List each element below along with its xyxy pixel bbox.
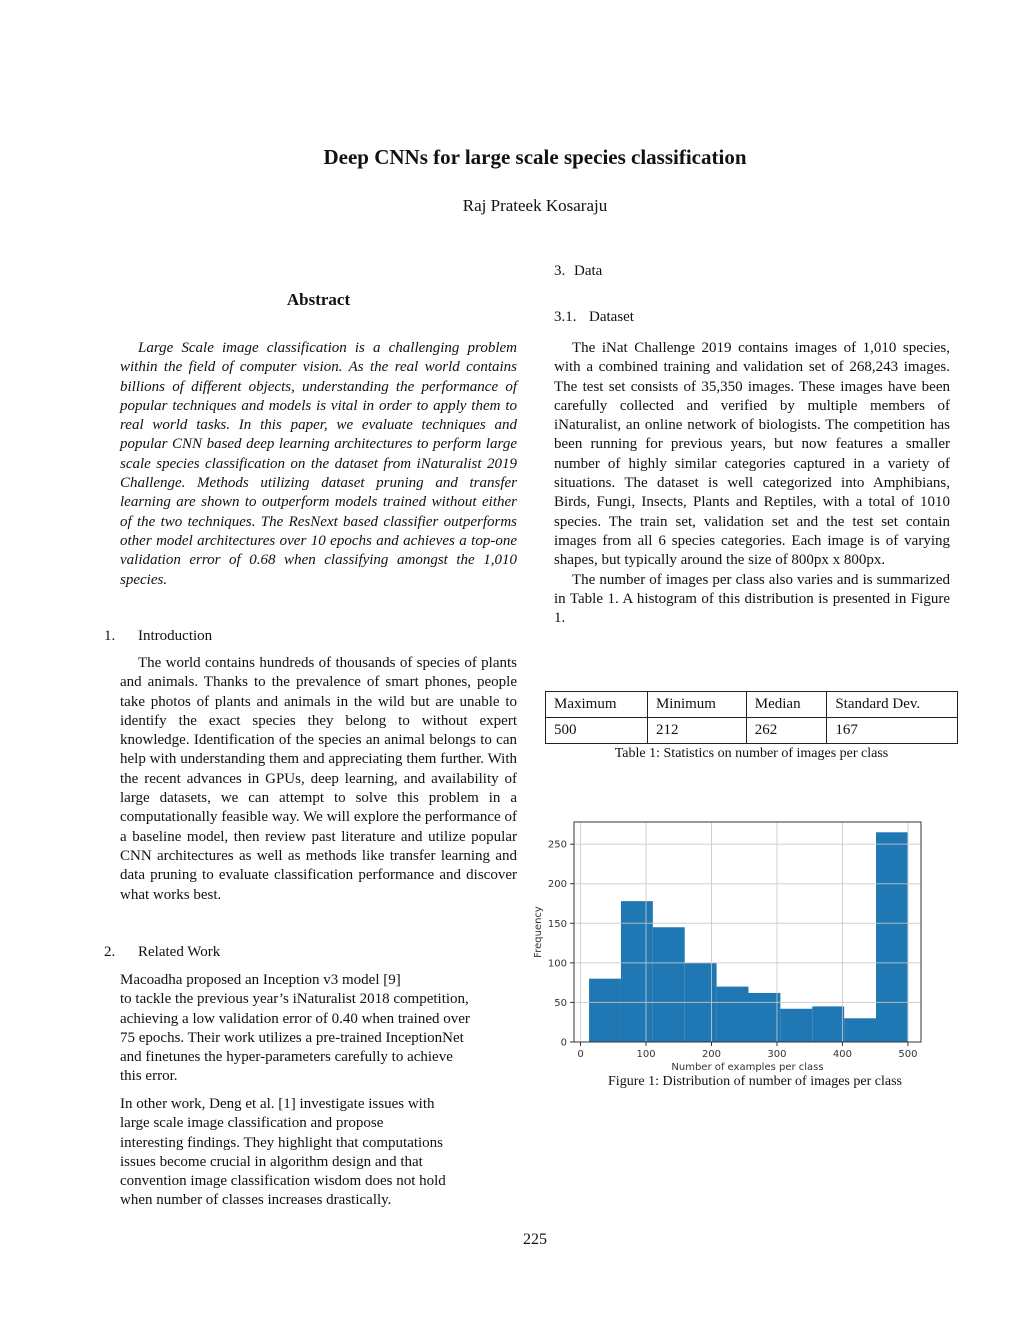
histogram-bar [780,1009,812,1042]
dataset-paragraph-1: The iNat Challenge 2019 contains images of 1,010 species, with a combined training and validation set of 268,243 images. The test set consists of 35,350 images. These images have been carefully collected and verified by multiple members of iNaturalist, an online network of biologists. The competition has been running for previous years, but now features a smaller number of highly similar categories captured in a variety of situations. The dataset is well categorized into Amphibians, Birds, Fungi, Insects, Plants and Reptiles, with a total of 1010 species. The train set, validation set and the test set contain images from all 6 species categories. Each image is of varying shapes, but typically around the size of 800px x 800px. [554,340,950,569]
table-1 [545,691,958,762]
x-tick-label: 200 [701,1049,722,1060]
abstract-text: Large Scale image classification is a challenging problem within the field of computer vision. As the real world contains billions of different objects, understanding the performance of popular techniques and models is vital in order to apply them to real world tasks. In this paper, we evaluate techniques and popular CNN based deep learning architectures to perform large scale species classification on the dataset from iNaturalist 2019 Challenge. Methods utilizing dataset pruning and transfer learning are shown to outperform models trained without either of the two techniques. The ResNext based classifier outperforms other model architectures over 10 epochs and achieves a top-one validation error of 0.68 when classifying amongst the 1,010 species. [120,340,517,588]
histogram-bar [876,832,908,1042]
figure-caption: Figure 1: Distribution of number of images per class [608,1074,902,1089]
section-heading-data [554,263,602,280]
page-number: 225 [523,1231,547,1248]
histogram-bar [621,901,653,1042]
paper-author: Raj Prateek Kosaraju [462,196,608,215]
abstract-body [120,339,517,590]
table-header-cell: Median [746,692,827,718]
y-tick-label: 250 [547,839,567,851]
histogram-bar [844,1018,876,1042]
text-line: 75 epochs. Their work utilizes a pre-trained InceptionNet [120,1029,464,1046]
text-line: large scale image classification and propose [120,1115,384,1132]
x-axis-label: Number of examples per class [671,1062,824,1073]
x-tick-label: 400 [832,1049,852,1060]
table-header-cell: Maximum [546,692,648,718]
related-work-paragraph-1 [120,971,517,1087]
histogram-bar [653,927,685,1042]
table-cell: 500 [546,718,648,744]
text-line: interesting findings. They highlight that computations [120,1134,444,1151]
section-number: 2. [104,944,116,960]
subsection-title: Dataset [589,309,634,325]
x-tick-label: 300 [767,1049,787,1060]
table-header-cell: Minimum [647,692,746,718]
section-title: Data [574,263,603,279]
table-cell: 167 [827,718,958,744]
abstract-heading: Abstract [286,290,351,309]
histogram-bar [748,993,780,1042]
table-header-cell: Standard Dev. [827,692,958,718]
section-title: Introduction [138,628,213,644]
histogram-chart [528,812,928,1077]
statistics-table [545,691,958,744]
table-cell: 212 [647,718,746,744]
table-cell: 262 [746,718,827,744]
histogram-figure [528,812,928,1077]
text-line: Macoadha proposed an Inception v3 model [9] [120,972,401,988]
text-line: this error. [120,1068,178,1085]
text-line: In other work, Deng et al. [1] investigate issues with [120,1096,435,1112]
y-axis-label: Frequency [533,906,544,958]
text-line: and finetunes the hyper-parameters carefully to achieve [120,1049,453,1066]
text-line: convention image classification wisdom does not hold [120,1173,446,1190]
y-tick-label: 150 [547,918,567,930]
histogram-bar [812,1006,844,1042]
table-header-row [546,692,958,718]
subsection-number: 3.1. [554,309,577,325]
section-title: Related Work [138,944,221,960]
text-line: achieving a low validation error of 0.40 when trained over [120,1010,470,1027]
table-row [546,718,958,744]
text-line: when number of classes increases drastically. [120,1192,392,1209]
text-line: issues become crucial in algorithm design and that [120,1153,423,1170]
x-tick-label: 0 [577,1049,584,1060]
histogram-bar [589,979,621,1042]
section-heading-related-work [104,944,220,961]
y-tick-label: 0 [560,1037,567,1049]
section-number: 1. [104,628,116,644]
paper-title: Deep CNNs for large scale species classification [323,145,747,169]
dataset-paragraph-2: The number of images per class also varies and is summarized in Table 1. A histogram of this distribution is presented in Figure 1. [554,571,950,627]
x-tick-label: 100 [636,1049,656,1060]
y-tick-label: 100 [547,958,567,970]
y-tick-label: 200 [547,879,567,891]
introduction-body [120,654,517,905]
subsection-heading-dataset [554,309,634,326]
y-tick-label: 50 [554,997,567,1009]
introduction-text: The world contains hundreds of thousands of species of plants and animals. Thanks to the prevalence of smart phones, people take photos of plants and animals in the wild but are unable to identify the exact species they belong to without expert knowledge. Identification of the species an animal belongs to can help with understanding them and appreciating them further. With the recent advances in GPUs, deep learning, and availability of large datasets, we can attempt to solve this problem in a computationally feasible way. We will explore the performance of a baseline model, then review past literature and utilize popular CNN architectures as well as methods like transfer learning and data pruning to evaluate classification performance and discover what works best. [120,655,517,903]
x-tick-label: 500 [898,1049,918,1060]
text-line: to tackle the previous year’s iNaturalist 2018 competition, [120,991,469,1008]
section-number: 3. [554,263,566,279]
dataset-body [554,339,950,628]
histogram-bar [717,987,749,1042]
related-work-paragraph-2 [120,1095,517,1211]
table-caption: Table 1: Statistics on number of images per class [614,746,889,761]
section-heading-introduction [104,628,212,645]
